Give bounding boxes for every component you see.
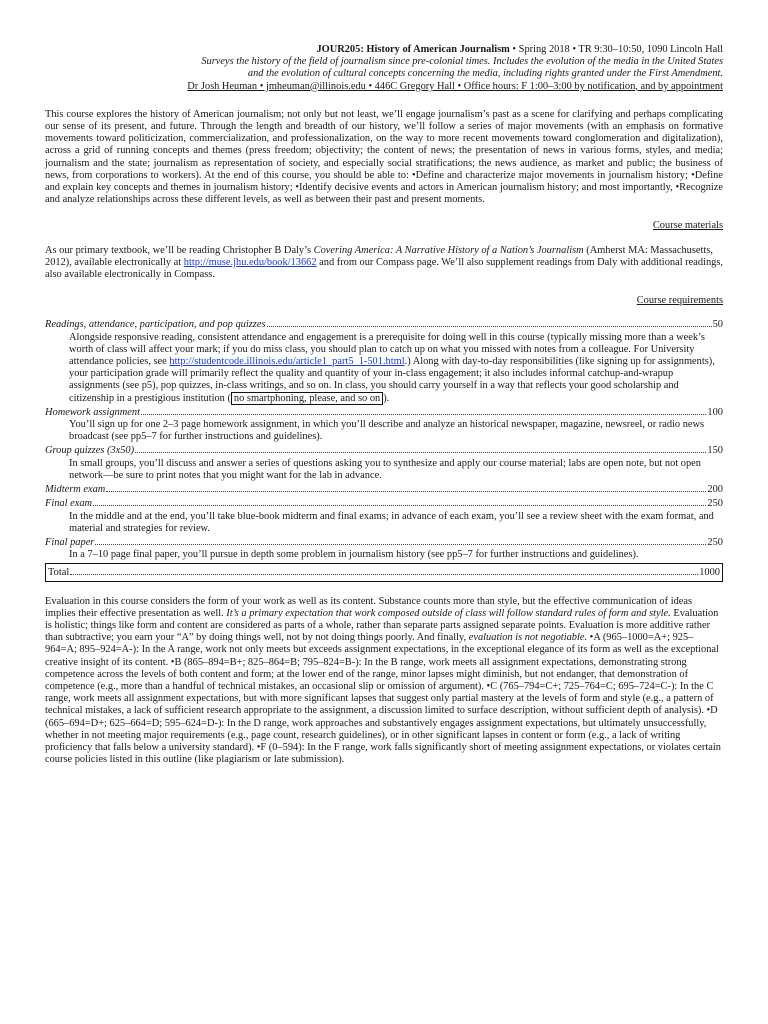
boxed-note: no smartphoning, please, and so on bbox=[231, 392, 383, 405]
requirement-points: 100 bbox=[707, 406, 723, 418]
requirement-label: Midterm exam bbox=[45, 484, 106, 496]
requirement-points: 150 bbox=[707, 445, 723, 457]
course-intro: This course explores the history of American journalism; not only but not least, we’ll engage journalism’s past as a scene for clarifying and perhaps complicating our sense of its present, and future. Through the length and breadth of our history, we’ll follow a series of major movements (with an emphasis on formative movements toward politicization, commercialization, and professionalization, on the way to more recent movements toward conglomeration and digitalization), across a grid of running concepts and themes (press freedom; objectivity; the content of news; the presentation of news in various forms, styles, and media; journalism and the state; journalism as representation of society, and especially social stratifications; the news audience, as market and public; the business of news, from corporations to workers). At the end of this course, you should be able to: •Define and characterize major movements in journalism history; •Define and explain key concepts and themes in journalism history; •Identify decisive events and actors in American journalism history; and most importantly, •Recognize and analyze relationships across these different levels, as well as between their past and present moments. bbox=[45, 108, 723, 206]
requirement-desc-reading: Alongside responsive reading, consistent attendance and engagement is a prerequisite for doing well in this course (typically missing more than a week’s worth of class will affect your mark; if you do miss class, you should plan to catch up on what you missed with notes from a colleague. For University attendance policies, see http://studentcode.illinois.edu/article1_part5_1-501.html.) Along with day-to-day responsibilities (like signing up for assignments), your participation grade will primarily reflect the quality and quantity of your in-class engagement; it also includes informal catchup-and-wrapup assignments (see p5), pop quizzes, in-class writings, and so on. In class, you should carry yourself in a way that reflects your good scholarship and citizenship in a prestigious institution ( no smartphoning, please, and so on ). bbox=[69, 331, 715, 404]
requirement-label: Readings, attendance, participation, and pop quizzes bbox=[45, 319, 266, 331]
requirement-desc-homework: You’ll sign up for one 2–3 page homework assignment, in which you’ll describe and analyze an historical newspaper, magazine, newsreel, or radio news broadcast (see pp5–7 for further instructions and guidelines). bbox=[69, 419, 705, 443]
requirement-final-exam bbox=[45, 496, 723, 510]
total-label: Total bbox=[48, 567, 70, 579]
requirement-points: 200 bbox=[707, 484, 723, 496]
requirement-desc-final-exam: In the middle and at the end, you’ll take blue-book midterm and final exams; in advance of each exam, you’ll see a review sheet with the exam format, and material and strategies for review. bbox=[69, 510, 714, 534]
evaluation-paragraph: Evaluation in this course considers the form of your work as well as its content. Substance counts more than style, but the effective communication of ideas implies their effective presentation as well. It’s a primary expectation that work composed outside of class will follow standard rules of form and style. Evaluation is holistic; things like form and content are considered as parts of a whole, rather than separate parts assigned separate points. Evaluation is more additive rather than subtractive; you earn your “A” by doing things well, not by not doing things poorly. And finally, evaluation is not negotiable. •A (965–1000=A+; 925–964=A; 895–924=A-): In the A range, work not only meets but exceeds assignment expectations, in the exceptional elegance of its form as well as the exceptional creative insight of its content. •B (865–894=B+; 825–864=B; 795–824=B-): In the B range, work meets all assignment expectations, demonstrating strong competence across the levels of both content and form; at the lower end of the range, minor lapses might diminish, but not endanger, that demonstration of competence (e.g., more than a handful of technical mistakes, an occasional slip or omission of argument). •C (765–794=C+; 725–764=C; 695–724=C-): In the C range, work meets all assignment expectations, but with more significant lapses that suggest only partial mastery at the levels of form and style (e.g., a pattern of technical mistakes, a lack of sufficient research appropriate to the assignment, a discussion limited to surface description, without sufficient depth of analysis). •D (665–694=D+; 625–664=D; 595–624=D-): In the D range, work approaches and substantively engages assignment expectations, but ultimately unsuccessfully, whether in not meeting major requirements (e.g., page count, research guidelines), or in other significant lapses in content or form (e.g., a lack of writing proficiency that falls below a university standard). •F (0–594): In the F range, work falls significantly short of meeting assignment expectations, or violates certain course policies listed in this outline (like plagiarism or late submission). bbox=[45, 595, 721, 766]
leader-dots bbox=[70, 565, 698, 575]
requirement-midterm bbox=[45, 482, 723, 496]
requirement-final-paper bbox=[45, 535, 723, 549]
leader-dots bbox=[95, 535, 706, 545]
requirement-quizzes bbox=[45, 443, 723, 457]
leader-dots bbox=[106, 482, 706, 492]
requirement-total bbox=[45, 563, 723, 581]
course-materials-text: As our primary textbook, we’ll be reading Christopher B Daly’s Covering America: A Narrative History of a Nation’s Journalism (Amherst MA: Massachusetts, 2012), available electronically at http://muse.jhu.edu/book/13662 and from our Compass page. We’ll also supplement readings from Daly with additional readings, also available electronically in Compass. bbox=[45, 244, 723, 281]
requirement-points: 250 bbox=[707, 536, 723, 548]
attendance-policy-link[interactable]: http://studentcode.illinois.edu/article1_part5_1-501.html bbox=[169, 356, 405, 368]
syllabus-page bbox=[45, 44, 723, 766]
leader-dots bbox=[135, 443, 706, 453]
course-requirements-heading: Course requirements bbox=[636, 295, 723, 307]
requirement-points: 50 bbox=[712, 319, 723, 331]
course-title-line bbox=[45, 44, 723, 56]
course-header bbox=[45, 44, 723, 93]
course-materials-heading: Course materials bbox=[652, 220, 723, 232]
requirement-label: Final exam bbox=[45, 498, 93, 510]
requirement-reading bbox=[45, 317, 723, 331]
leader-dots bbox=[93, 496, 706, 506]
requirement-homework bbox=[45, 405, 723, 419]
requirement-label: Homework assignment bbox=[45, 406, 140, 418]
instructor-contact: Dr Josh Heuman • jmheuman@illinois.edu • 446C Gregory Hall • Office hours: F 1:00–3:00 by notification, and by appointment bbox=[187, 80, 723, 92]
textbook-link[interactable]: http://muse.jhu.edu/book/13662 bbox=[183, 256, 317, 268]
course-description: Surveys the history of the field of journalism since pre-colonial times. Includes the evolution of the media in the United States and the evolution of cultural concepts concerning the media, including rights granted under the First Amendment. bbox=[201, 56, 723, 80]
course-term: • Spring 2018 • TR 9:30–10:50, 1090 Lincoln Hall bbox=[509, 44, 723, 55]
requirement-label: Final paper bbox=[45, 536, 95, 548]
leader-dots bbox=[141, 405, 706, 415]
total-points: 1000 bbox=[699, 567, 720, 579]
requirement-desc-final-paper: In a 7–10 page final paper, you’ll pursue in depth some problem in journalism history (see pp5–7 for further instructions and guidelines). bbox=[69, 549, 639, 561]
course-title: JOUR205: History of American Journalism bbox=[316, 44, 510, 55]
requirement-label: Group quizzes (3x50) bbox=[45, 445, 135, 457]
requirements-list bbox=[45, 317, 723, 581]
requirement-points: 250 bbox=[707, 498, 723, 510]
leader-dots bbox=[267, 317, 712, 327]
requirement-desc-quizzes: In small groups, you’ll discuss and answer a series of questions asking you to synthesize and apply our course material; labs are open note, but not open network—be sure to print notes that you might want for the lab in advance. bbox=[69, 457, 701, 481]
textbook-title: Covering America: A Narrative History of a Nation’s Journalism bbox=[313, 244, 584, 256]
